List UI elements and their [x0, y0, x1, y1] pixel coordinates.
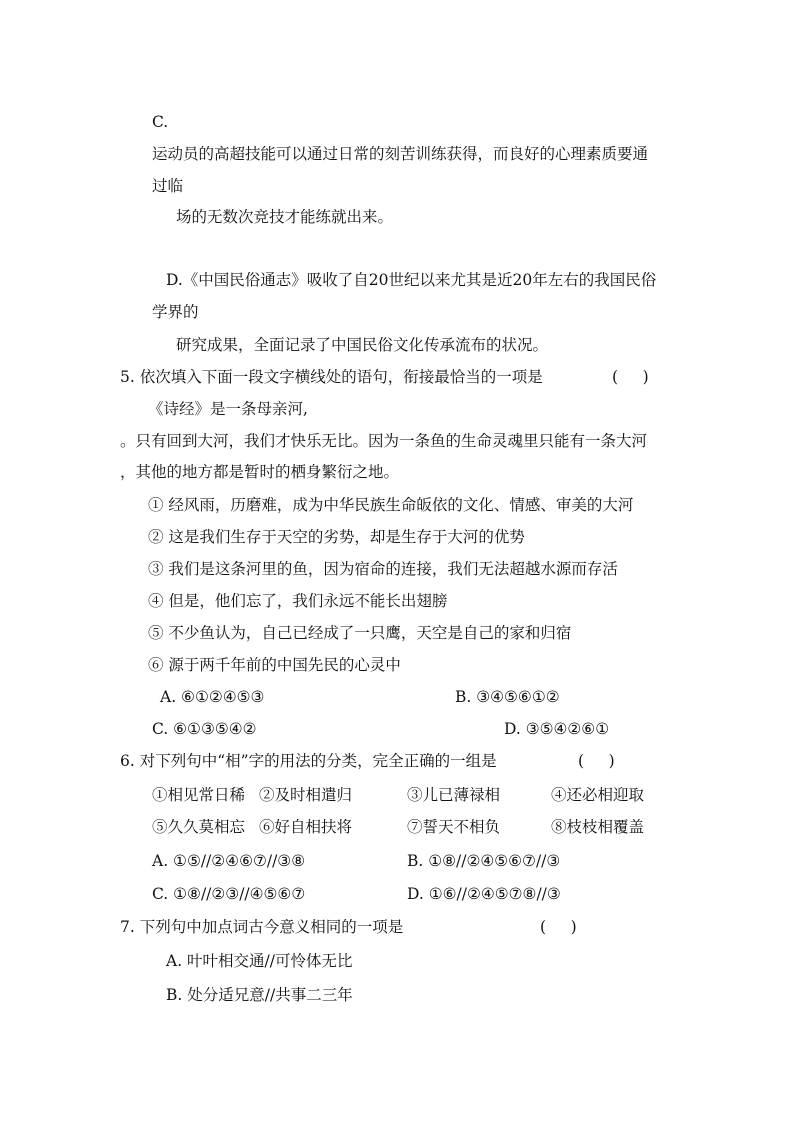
q5-passage-line3: ，其他的地方都是暂时的栖身繁衍之地。: [120, 463, 400, 481]
q7-option-a: A. 叶叶相交通//可怜体无比: [166, 952, 353, 970]
q5-item: ② 这是我们生存于天空的劣势，却是生存于大河的优势: [148, 528, 525, 546]
q7-option-b: B. 处分适兄意//共事二三年: [166, 986, 353, 1004]
q6-option-d: D. ①⑥//②④⑤⑦⑧//③: [407, 885, 561, 903]
q6-sentence: ③儿已薄禄相: [407, 786, 501, 804]
q5-item: ① 经风雨，历磨难，成为中华民族生命皈依的文化、情感、审美的大河: [148, 496, 634, 514]
q5-stem: 5. 依次填入下面一段文字横线处的语句，衔接最恰当的一项是: [120, 368, 543, 386]
q4-option-c-line2: 过临: [152, 177, 184, 195]
q5-item: ④ 但是，他们忘了，我们永远不能长出翅膀: [148, 592, 448, 610]
q4-option-c-line3: 场的无数次竞技才能练就出来。: [176, 208, 394, 226]
q5-item: ⑤ 不少鱼认为，自己已经成了一只鹰，天空是自己的家和归宿: [148, 624, 572, 642]
q5-option-d: D. ③⑤④②⑥①: [504, 720, 610, 738]
q6-sentence: ⑦誓天不相负: [407, 818, 501, 836]
q5-passage-line2: 。只有回到大河，我们才快乐无比。因为一条鱼的生命灵魂里只能有一条大河: [120, 432, 648, 450]
q5-option-c: C. ⑥①③⑤④②: [152, 720, 257, 738]
q5-option-b: B. ③④⑤⑥①②: [455, 688, 560, 706]
q6-option-c: C. ①⑧//②③//④⑤⑥⑦: [152, 885, 306, 903]
q6-stem: 6. 对下列句中“相”字的用法的分类，完全正确的一组是: [120, 752, 497, 770]
q6-option-b: B. ①⑧//②④⑤⑥⑦//③: [407, 852, 561, 870]
q5-item: ⑥ 源于两千年前的中国先民的心灵中: [148, 656, 401, 674]
q4-option-c-line1: 运动员的高超技能可以通过日常的刻苦训练获得，而良好的心理素质要通: [152, 145, 649, 163]
q6-sentence: ①相见常日稀: [152, 786, 246, 804]
q4-option-d-line3: 研究成果，全面记录了中国民俗文化传承流布的状况。: [176, 336, 549, 354]
q5-item: ③ 我们是这条河里的鱼，因为宿命的连接，我们无法超越水源而存活: [148, 560, 618, 578]
q4-option-d-line1: D.《中国民俗通志》吸收了自20世纪以来尤其是近20年左右的我国民俗: [166, 271, 657, 289]
q6-sentence: ④还必相迎取: [551, 786, 645, 804]
q6-option-a: A. ①⑤//②④⑥⑦//③⑧: [152, 852, 306, 870]
q5-option-a: A. ⑥①②④⑤③: [160, 688, 265, 706]
q6-sentence: ⑥好自相扶将: [259, 818, 353, 836]
q7-answer-paren: ( ): [540, 918, 577, 936]
q6-sentence: ⑤久久莫相忘: [152, 818, 246, 836]
q7-stem: 7. 下列句中加点词古今意义相同的一项是: [120, 918, 404, 936]
q4-option-c-label: C.: [152, 113, 169, 131]
q6-sentence: ②及时相遣归: [259, 786, 353, 804]
q6-answer-paren: ( ): [578, 752, 615, 770]
q5-passage-line1: 《诗经》是一条母亲河,: [148, 400, 308, 418]
q5-answer-paren: ( ): [612, 368, 649, 386]
q6-sentence: ⑧枝枝相覆盖: [551, 818, 645, 836]
q4-option-d-line2: 学界的: [152, 303, 199, 321]
